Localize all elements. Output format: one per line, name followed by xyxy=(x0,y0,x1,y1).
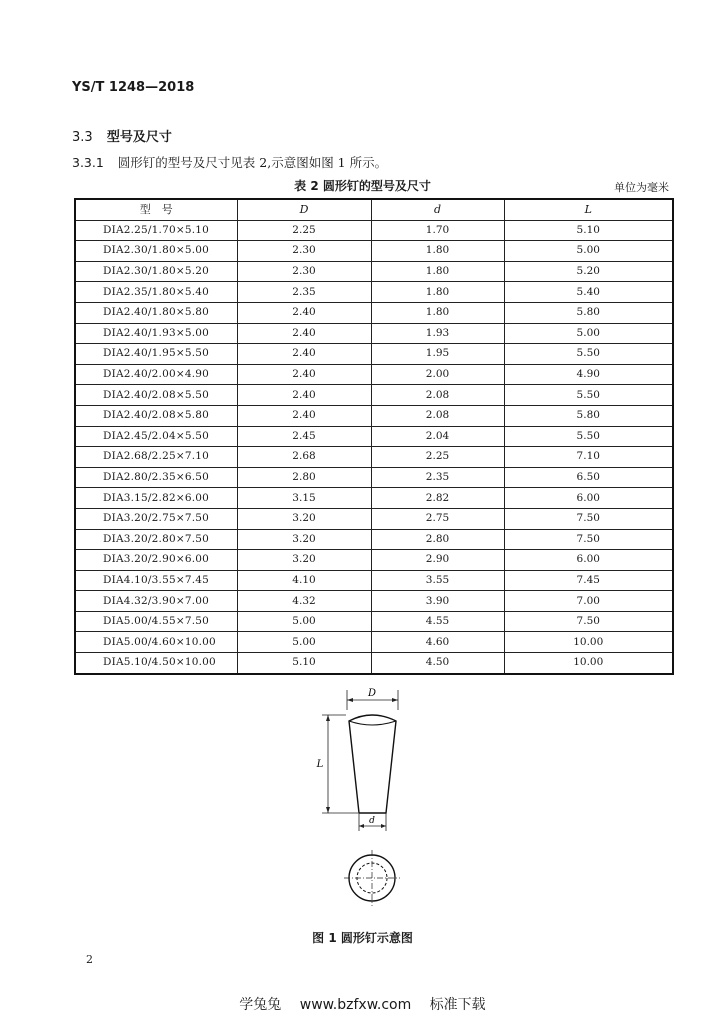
table-row xyxy=(75,344,673,365)
table-row xyxy=(75,323,673,344)
cell-model: DIA2.40/1.80×5.80 xyxy=(75,302,237,323)
label-L: L xyxy=(316,759,324,770)
cell-d: 4.50 xyxy=(371,653,504,674)
label-D: D xyxy=(367,688,377,699)
cell-L: 5.50 xyxy=(504,344,673,365)
cell-model: DIA4.32/3.90×7.00 xyxy=(75,591,237,612)
cell-D: 2.40 xyxy=(237,385,371,406)
cell-model: DIA5.00/4.55×7.50 xyxy=(75,611,237,632)
cell-L: 5.80 xyxy=(504,302,673,323)
cell-d: 2.08 xyxy=(371,385,504,406)
cell-L: 10.00 xyxy=(504,653,673,674)
col-header-D: D xyxy=(237,199,371,220)
cell-model: DIA2.30/1.80×5.20 xyxy=(75,261,237,282)
table-row xyxy=(75,220,673,241)
cell-d: 3.90 xyxy=(371,591,504,612)
cell-model: DIA2.30/1.80×5.00 xyxy=(75,241,237,262)
cell-d: 2.08 xyxy=(371,405,504,426)
cell-d: 4.60 xyxy=(371,632,504,653)
cell-d: 1.93 xyxy=(371,323,504,344)
label-d: d xyxy=(369,816,375,826)
cell-d: 4.55 xyxy=(371,611,504,632)
arrow-head xyxy=(326,807,330,813)
table-row xyxy=(75,632,673,653)
cell-L: 6.00 xyxy=(504,488,673,509)
cell-model: DIA5.00/4.60×10.00 xyxy=(75,632,237,653)
cell-L: 5.00 xyxy=(504,241,673,262)
table-row xyxy=(75,405,673,426)
cell-model: DIA5.10/4.50×10.00 xyxy=(75,653,237,674)
cell-d: 2.25 xyxy=(371,447,504,468)
table-row xyxy=(75,550,673,571)
cell-d: 2.82 xyxy=(371,488,504,509)
table-caption: 表 2 圆形钉的型号及尺寸 xyxy=(294,179,431,193)
cell-d: 2.04 xyxy=(371,426,504,447)
cell-D: 2.30 xyxy=(237,261,371,282)
cell-model: DIA2.25/1.70×5.10 xyxy=(75,220,237,241)
clause-paragraph xyxy=(72,153,387,171)
arrow-head xyxy=(347,698,353,702)
cell-L: 5.80 xyxy=(504,405,673,426)
table-header-row xyxy=(75,199,673,220)
arrow-head xyxy=(381,824,386,828)
cell-model: DIA2.40/2.08×5.80 xyxy=(75,405,237,426)
cell-d: 1.95 xyxy=(371,344,504,365)
cell-d: 2.90 xyxy=(371,550,504,571)
cell-D: 2.45 xyxy=(237,426,371,447)
cell-model: DIA2.40/2.00×4.90 xyxy=(75,364,237,385)
arrow-head xyxy=(359,824,364,828)
cell-L: 7.10 xyxy=(504,447,673,468)
cell-model: DIA2.35/1.80×5.40 xyxy=(75,282,237,303)
col-header-d: d xyxy=(371,199,504,220)
cell-D: 2.40 xyxy=(237,302,371,323)
section-number: 3.3 xyxy=(72,130,93,145)
col-header-model: 型 号 xyxy=(75,199,237,220)
cell-model: DIA2.80/2.35×6.50 xyxy=(75,467,237,488)
cell-D: 2.80 xyxy=(237,467,371,488)
table-row xyxy=(75,529,673,550)
cell-model: DIA2.68/2.25×7.10 xyxy=(75,447,237,468)
section-title: 型号及尺寸 xyxy=(106,130,172,145)
cell-model: DIA4.10/3.55×7.45 xyxy=(75,570,237,591)
cell-d: 1.80 xyxy=(371,282,504,303)
cell-L: 5.10 xyxy=(504,220,673,241)
cell-model: DIA3.20/2.90×6.00 xyxy=(75,550,237,571)
table-row xyxy=(75,302,673,323)
cell-model: DIA2.40/2.08×5.50 xyxy=(75,385,237,406)
cell-L: 7.00 xyxy=(504,591,673,612)
cell-D: 3.20 xyxy=(237,529,371,550)
cell-L: 5.00 xyxy=(504,323,673,344)
table-row xyxy=(75,447,673,468)
cell-d: 2.80 xyxy=(371,529,504,550)
cell-L: 6.50 xyxy=(504,467,673,488)
cell-model: DIA2.40/1.93×5.00 xyxy=(75,323,237,344)
footer-watermark-text: 学兔兔 www.bzfxw.com 标准下载 xyxy=(239,997,486,1013)
table-row xyxy=(75,426,673,447)
cell-D: 3.20 xyxy=(237,508,371,529)
cell-D: 5.10 xyxy=(237,653,371,674)
section-heading xyxy=(72,126,172,145)
cell-model: DIA3.15/2.82×6.00 xyxy=(75,488,237,509)
cell-D: 2.25 xyxy=(237,220,371,241)
table-row xyxy=(75,385,673,406)
table-row xyxy=(75,282,673,303)
table-row xyxy=(75,364,673,385)
clause-number: 3.3.1 xyxy=(72,155,104,170)
dimensions-table xyxy=(74,198,674,675)
table-row xyxy=(75,570,673,591)
cell-D: 2.40 xyxy=(237,405,371,426)
cell-model: DIA3.20/2.80×7.50 xyxy=(75,529,237,550)
cell-d: 2.35 xyxy=(371,467,504,488)
figure-caption: 图 1 圆形钉示意图 xyxy=(312,931,413,945)
cell-D: 2.40 xyxy=(237,323,371,344)
cell-d: 1.80 xyxy=(371,241,504,262)
cell-L: 5.50 xyxy=(504,385,673,406)
table-row xyxy=(75,508,673,529)
cell-D: 2.68 xyxy=(237,447,371,468)
cell-L: 6.00 xyxy=(504,550,673,571)
table-row xyxy=(75,467,673,488)
clause-text: 圆形钉的型号及尺寸见表 2,示意图如图 1 所示。 xyxy=(117,155,388,170)
nail-schematic xyxy=(300,685,440,925)
table-row xyxy=(75,611,673,632)
page-number: 2 xyxy=(86,953,93,966)
cell-model: DIA3.20/2.75×7.50 xyxy=(75,508,237,529)
cell-L: 7.50 xyxy=(504,611,673,632)
cell-L: 10.00 xyxy=(504,632,673,653)
cell-L: 5.50 xyxy=(504,426,673,447)
cell-L: 7.50 xyxy=(504,529,673,550)
cell-d: 3.55 xyxy=(371,570,504,591)
cell-D: 4.32 xyxy=(237,591,371,612)
cell-D: 3.20 xyxy=(237,550,371,571)
table-row xyxy=(75,488,673,509)
cell-model: DIA2.45/2.04×5.50 xyxy=(75,426,237,447)
nail-head-edge xyxy=(349,721,396,725)
cell-D: 5.00 xyxy=(237,611,371,632)
cell-L: 7.50 xyxy=(504,508,673,529)
arrow-head xyxy=(326,715,330,721)
cell-d: 1.80 xyxy=(371,302,504,323)
cell-d: 1.70 xyxy=(371,220,504,241)
col-header-L: L xyxy=(504,199,673,220)
cell-model: DIA2.40/1.95×5.50 xyxy=(75,344,237,365)
cell-D: 2.30 xyxy=(237,241,371,262)
cell-D: 2.35 xyxy=(237,282,371,303)
cell-L: 7.45 xyxy=(504,570,673,591)
table-row xyxy=(75,261,673,282)
arrow-head xyxy=(392,698,398,702)
nail-outline xyxy=(349,715,396,813)
cell-d: 2.75 xyxy=(371,508,504,529)
cell-D: 5.00 xyxy=(237,632,371,653)
standard-code: YS/T 1248—2018 xyxy=(72,80,195,95)
table-row xyxy=(75,591,673,612)
cell-d: 1.80 xyxy=(371,261,504,282)
cell-D: 4.10 xyxy=(237,570,371,591)
cell-L: 5.40 xyxy=(504,282,673,303)
cell-d: 2.00 xyxy=(371,364,504,385)
cell-L: 4.90 xyxy=(504,364,673,385)
table-unit-note: 单位为毫米 xyxy=(614,181,669,194)
cell-L: 5.20 xyxy=(504,261,673,282)
cell-D: 3.15 xyxy=(237,488,371,509)
cell-D: 2.40 xyxy=(237,344,371,365)
table-row xyxy=(75,241,673,262)
cell-D: 2.40 xyxy=(237,364,371,385)
table-row xyxy=(75,653,673,674)
